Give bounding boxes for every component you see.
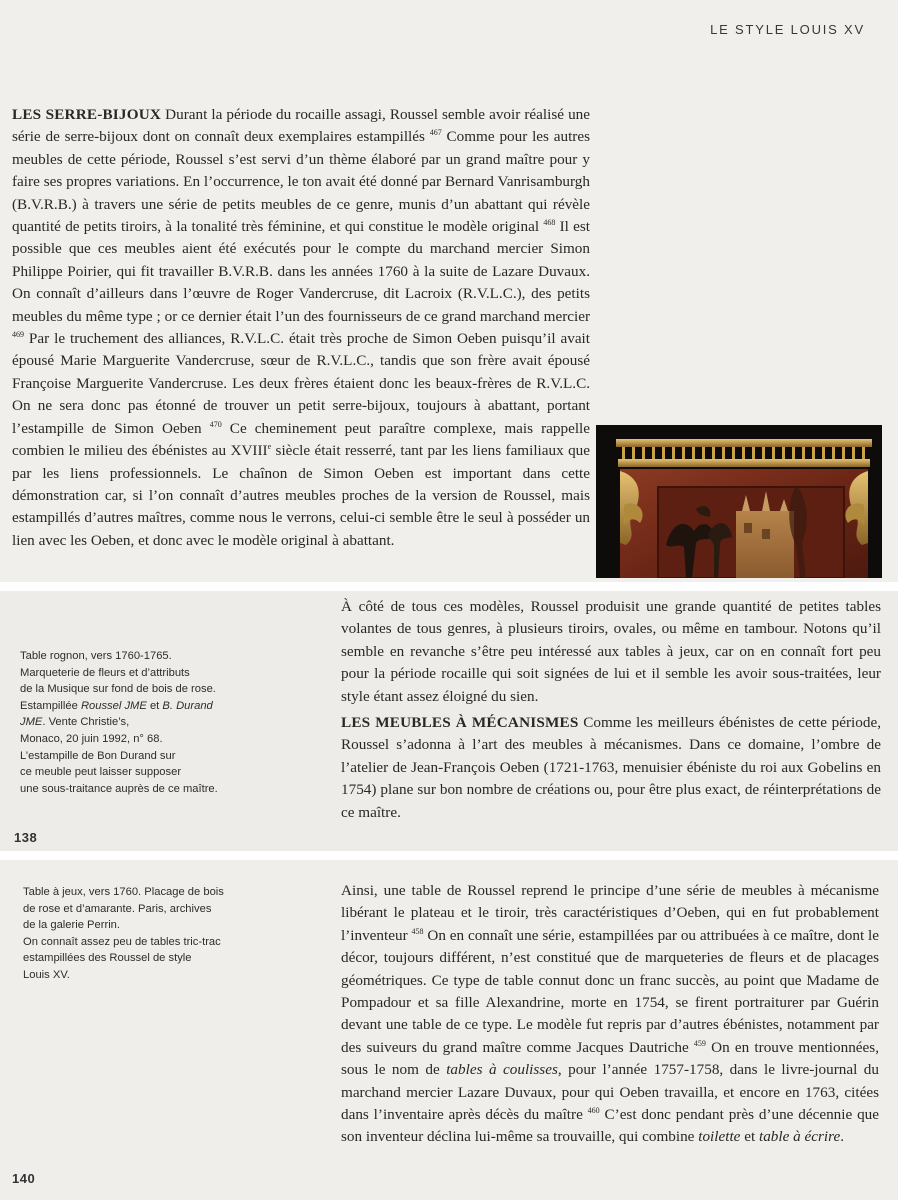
footnote-ref: 468 (543, 218, 556, 228)
paragraph-petites-tables: À côté de tous ces modèles, Roussel produisit une grande quantité de petites tables volantes de tous genres, à plusieurs tiroirs, ovales, ou même en tambour. Notons qu’il semble en revanche s’être peu intéressé aux tables à jeux, car on en connaît fort peu pour la période rocaille qui soit signées de lui et il semble les avoir sous-traitées, leur style étant assez éloigné du sien. (341, 598, 882, 705)
page-number-140: 140 (12, 1171, 36, 1186)
page-number-138: 138 (14, 830, 38, 845)
footnote-ref: 467 (429, 128, 442, 138)
footnote-ref: 460 (587, 1106, 600, 1116)
caption-table-rognon: Table rognon, vers 1760-1765. Marqueterie de fleurs et d’attributs de la Musique sur fond de bois de rose. Estampillée Roussel JME et B. Durand JME. Vente Christie’s, Monaco, 20 juin 1992, n° 68. L’estampille de Bon Durand sur ce meuble peut laisser supposer une sous-traitance auprès de ce maître. (20, 650, 218, 795)
footnote-ref: 469 (12, 330, 24, 340)
section-heading-serre-bijoux: LES SERRE-BIJOUX (12, 106, 162, 123)
paragraph-meubles-a-mecanismes: LES MEUBLES À MÉCANISMES Comme les meilleurs ébénistes de cette période, Roussel s’adonna à l’art des meubles à mécanismes. Dans ce domaine, l’ombre de l’atelier de Jean-François Oeben (1721-1763, menuisier ébéniste du roi aux Gobelins en 1754) plane sur bon nombre de créations ou, pour être plus exact, de réinterprétations de ce maître. (341, 714, 882, 821)
paragraph-serre-bijoux: LES SERRE-BIJOUX Durant la période du rocaille assagi, Roussel semble avoir réalisé une série de serre-bijoux dont on connaît deux exemplaires estampillés $^{467}$ Comme pour les autres meubles de cette période, Roussel s’est servi d’un thème élaboré par un grand maître pour y faire ses propres variations. En l’occurrence, le ton avait été donné par Bernard Vanrisamburgh (B.V.R.B.) à travers une série de petits meubles de ce genre, munis d’un abattant qui révèle quantité de petits tiroirs, à la tonalité très féminine, et qui constitue le modèle original $^{468}$ Il est possible que ces meubles aient été exécutés pour le compte du marchand mercier Simon Philippe Poirier, qui fit travailler B.V.R.B. dans les années 1760 à la suite de Lazare Duvaux. On connaît d’ailleurs dans l’œuvre de Roger Vandercruse, dit Lacroix (R.V.L.C.), des petits meubles du même type ; or ce dernier était l’un des fournisseurs de ce grand marchand mercier $^{469}$ Par le truchement des alliances, R.V.L.C. était très proche de Simon Oeben puisqu’il avait épousé Marie Marguerite Vandercruse, sœur de R.V.L.C., tandis que son frère avait épousé Françoise Marguerite Vandercruse. Les deux frères étaient donc les beaux-frères de R.V.L.C. On ne sera donc pas étonné de trouver un petit serre-bijoux, toujours à abattant, portant l’estampille de Simon Oeben $^{470}$ Ce cheminement peut paraître complexe, mais rappelle combien le milieu des ébénistes au XVIIIe siècle était resserré, tant par les liens familiaux que par les liens professionnels. Le chaînon de Simon Oeben est important dans cette démonstration car, si l’on connaît d’autres meubles proches de la version de Roussel, mais estampillés d’autres maîtres, comme nous le verrons, celui-ci semble être le seul à posséder un lien avec les Oeben, et donc avec le modèle original à abattant. (12, 106, 591, 549)
furniture-photo (596, 425, 882, 578)
footnote-ref: 458 (411, 926, 424, 936)
paragraph-table-de-roussel: Ainsi, une table de Roussel reprend le principe d’une série de meubles à mécanisme libérant le plateau et le tiroir, très caractéristiques d’Oeben, qui en fut probablement l’inventeur $^{458}$ On en connaît une série, estampillées par ou attribuées à ce maître, dont le décor, toujours différent, n’est constitué que de marqueteries de fleurs et de placages géométriques. Ce type de table connut donc un franc succès, au point que Madame de Pompadour et sa fille Alexandrine, morte en 1754, se firent portraiturer par Guérin devant une table de ce type. Le modèle fut repris par d’autres ébénistes, notamment par des suiveurs du grand maître comme Jacques Dautriche $^{459}$ On en trouve mentionnées, sous le nom de tables à coulisses, pour l’année 1757-1758, dans le livre-journal du marchand mercier Lazare Duvaux, pour qui Oeben travailla, et encore en 1763, citées dans l’inventaire après décès du maître $^{460}$ C’est donc pendant près d’une décennie que son inventeur déclina lui-même sa trouvaille, qui combine toilette et table à écrire. (341, 882, 879, 1146)
caption-table-a-jeux: Table à jeux, vers 1760. Placage de bois de rose et d’amarante. Paris, archives de la galerie Perrin. On connaît assez peu de tables tric-trac estampillées des Roussel de style Louis XV. (23, 886, 224, 981)
footnote-ref: 459 (693, 1038, 706, 1048)
footnote-ref: 470 (209, 419, 222, 429)
running-head: LE STYLE LOUIS XV (710, 22, 865, 37)
section-heading-mecanismes: LES MEUBLES À MÉCANISMES (341, 714, 579, 731)
